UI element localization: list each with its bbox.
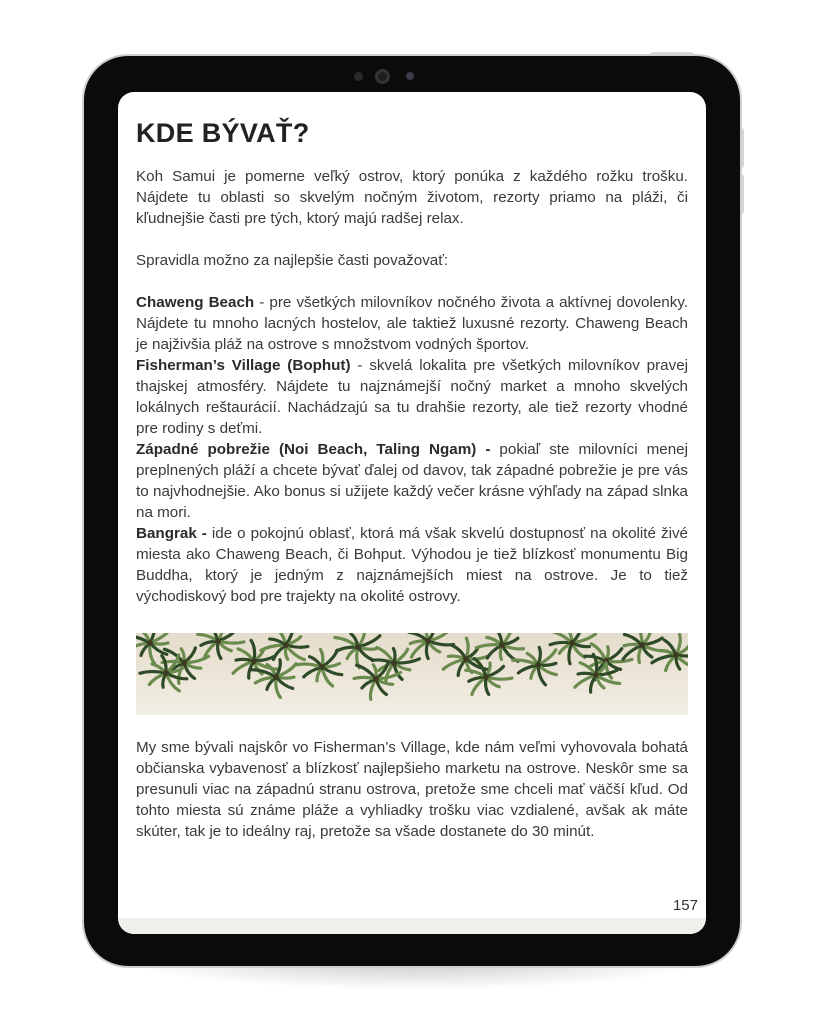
area-description: skvelá lokalita pre všetkých milovníkov pravej thajskej atmosféry. Nájdete tu najznámejší nočný market a mnoho skvelých lokálnych reštaurácií. Nachádzajú sa tu drahšie rezorty, ale tiež rezorty vhodné pre rodiny s deťmi.: [136, 357, 689, 437]
lead-paragraph: Spravidla možno za najlepšie časti považovať:: [136, 252, 449, 269]
palm-crown: [499, 642, 505, 648]
palm-crown: [463, 656, 469, 662]
palm-crown: [639, 642, 645, 648]
palm-crown: [373, 676, 379, 682]
area-name: Fisherman’s Village (Bophut): [136, 357, 351, 374]
palm-crown: [181, 660, 187, 666]
palm-crown: [391, 660, 397, 666]
camera-icon: [375, 69, 390, 84]
palm-crown: [215, 638, 221, 644]
area-name: Chaweng Beach: [136, 294, 255, 311]
tablet-frame: [84, 56, 740, 966]
screen-bottom-strip: [118, 918, 706, 934]
palm-crown: [283, 642, 289, 648]
palm-beach-photo: [136, 633, 688, 715]
palm-trees-image: [136, 633, 688, 715]
area-description: ide o pokojnú oblasť, ktorá má však skvelú dostupnosť na okolité živé miesta ako Chaweng Beach, či Bohput. Výhodou je tiež blízkosť monumentu Big Buddha, ktorý je jedným z najznámejších miest na ostrove. Je to tiež východiskový bod pre trajekty na okolité ostrovy.: [136, 525, 688, 605]
area-name: Bangrak -: [136, 525, 207, 542]
palm-crown: [673, 652, 679, 658]
palm-crown: [147, 640, 153, 646]
palm-crown: [319, 664, 325, 670]
area-bangrak: [136, 523, 688, 607]
palm-crown: [483, 674, 489, 680]
palm-crown: [273, 674, 279, 680]
page-content: [136, 116, 688, 842]
palm-crown: [569, 640, 575, 646]
palm-crown: [593, 672, 599, 678]
area-west-coast: [136, 439, 688, 523]
palm-crown: [425, 638, 431, 644]
closing-paragraph: My sme bývali najskôr vo Fisherman’s Village, kde nám veľmi vyhovovala bohatá občianska vybavenosť a blízkosť najlepšieho marketu na ostrove. Neskôr sme sa presunuli viac na západnú stranu ostrova, pretože sme chceli mať väčší kľud. Od tohto miesta sú známe pláže a vyhliadky trošku viac vzdialené, avšak ak máte skúter, tak je to ideálny raj, pretože sa všade dostanete do 30 minút.: [136, 739, 688, 840]
palm-crown: [355, 644, 361, 650]
area-description: pokiaľ ste milovníci menej preplnených pláží a chcete bývať ďalej od davov, tak západné pobrežie je pre vás to najvhodnejšie. Ako bonus si užijete každý večer krásne výhľady na západ slnka na mori.: [136, 441, 688, 521]
sensor-icon: [354, 72, 363, 81]
palm-crown: [535, 662, 541, 668]
palm-crown: [163, 670, 169, 676]
page-title: KDE BÝVAŤ?: [136, 118, 310, 148]
page-number: 157: [672, 897, 698, 914]
area-chaweng: Chaweng Beach - pre všetkých milovníkov nočného života a aktívnej dovolenky. Nájdete tu mnoho lacných hostelov, ale taktiež luxusné rezorty. Chaweng Beach je najživšia pláž na ostrove s množstvom vodných športov.: [136, 294, 689, 353]
area-description: pre všetkých milovníkov nočného života a aktívnej dovolenky. Nájdete tu mnoho lacných hostelov, ale taktiež luxusné rezorty. Chaweng Beach je najživšia pláž na ostrove s množstvom vodných športov.: [136, 294, 689, 353]
area-fishermans-village: Fisherman’s Village (Bophut) - skvelá lokalita pre všetkých milovníkov pravej thajskej atmosféry. Nájdete tu najznámejší nočný market a mnoho skvelých lokálnych reštaurácií. Nachádzajú sa tu drahšie rezorty, ale tiež rezorty vhodné pre rodiny s deťmi.: [136, 357, 689, 437]
camera-bar: [84, 68, 740, 82]
area-name: Západné pobrežie (Noi Beach, Taling Ngam) -: [136, 441, 491, 458]
tablet-screen: [118, 92, 706, 934]
intro-paragraph: Koh Samui je pomerne veľký ostrov, ktorý ponúka z každého rožku trošku. Nájdete tu oblasti so skvelým nočným životom, rezorty priamo na pláži, či kľudnejšie časti pre tých, ktorý majú radšej relax.: [136, 168, 688, 227]
flash-icon: [406, 72, 414, 80]
palm-frond: [140, 672, 166, 674]
palm-crown: [251, 658, 257, 664]
